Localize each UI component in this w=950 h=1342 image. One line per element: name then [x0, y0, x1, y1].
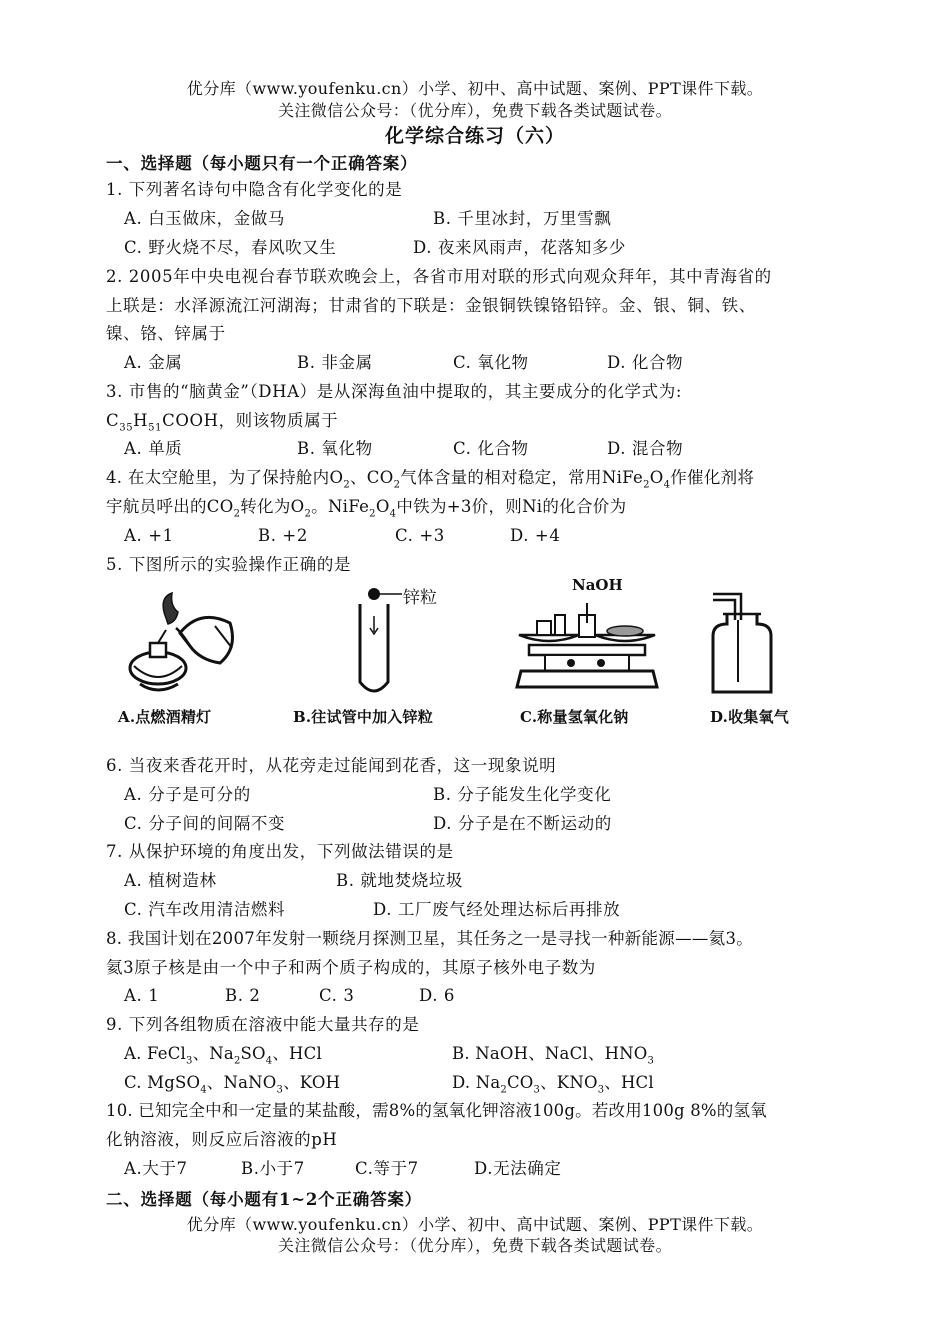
section-1-heading: 一、选择题（每小题只有一个正确答案）	[106, 154, 418, 173]
q2-option-b: B. 非金属	[297, 353, 373, 372]
sub: 2	[304, 508, 312, 520]
q1-option-d: D. 夜来风雨声，花落知多少	[413, 238, 627, 257]
q4-stem-1	[106, 467, 754, 496]
alcohol-lamp-figure	[120, 588, 250, 703]
q8-option-c: C. 3	[319, 986, 355, 1005]
q4-text-2o: O	[375, 497, 390, 516]
q5-caption-a: A.点燃酒精灯	[118, 708, 212, 726]
footer-line-1: 优分库（www.youfenku.cn）小学、初中、高中试题、案例、PPT课件下载。	[186, 1215, 764, 1234]
q10-option-c: C.等于7	[355, 1159, 419, 1178]
q4-text-2c: 。NiFe	[311, 497, 370, 516]
sub: 3	[186, 1055, 193, 1067]
q5-caption-c: C.称量氢氧化钠	[520, 708, 629, 726]
t: 、NaNO	[206, 1073, 277, 1092]
q4-text-2b: 转化为O	[240, 497, 305, 516]
q6-option-a: A. 分子是可分的	[124, 785, 251, 804]
q6-stem: 6. 当夜来香花开时，从花旁走过能闻到花香，这一现象说明	[106, 756, 557, 775]
q10-option-a: A.大于7	[124, 1159, 188, 1178]
balance-figure	[515, 595, 660, 695]
q8-option-d: D. 6	[419, 986, 456, 1005]
q4-option-b: B. +2	[258, 526, 308, 545]
t: 、Na	[192, 1044, 234, 1063]
q10-option-b: B.小于7	[241, 1159, 305, 1178]
q7-option-c: C. 汽车改用清洁燃料	[124, 900, 286, 919]
sub: 2	[643, 479, 650, 491]
t: CO	[506, 1073, 534, 1092]
q4-stem-2	[106, 496, 626, 525]
q5-stem: 5. 下图所示的实验操作正确的是	[106, 555, 352, 574]
q5-naoh-label: NaOH	[572, 576, 623, 594]
q4-text-1e: 作催化剂将	[670, 468, 755, 487]
q8-stem-1: 8. 我国计划在2007年发射一颗绕月探测卫星，其任务之一是寻找一种新能源——氦3。	[106, 929, 754, 948]
q8-option-b: B. 2	[225, 986, 261, 1005]
q6-option-b: B. 分子能发生化学变化	[433, 785, 612, 804]
sub: 2	[233, 508, 241, 520]
q2-option-c: C. 氧化物	[453, 353, 529, 372]
q3-stem-1: 3. 市售的“脑黄金”（DHA）是从深海鱼油中提取的，其主要成分的化学式为:	[106, 382, 683, 401]
sub: 2	[500, 1084, 507, 1096]
t: B. NaOH、NaCl、HNO	[452, 1044, 648, 1063]
q3-formula-c: C	[106, 411, 120, 430]
q1-option-a: A. 白玉做床，金做马	[124, 209, 286, 228]
q5-zinc-label: 锌粒	[403, 588, 437, 608]
q1-stem: 1. 下列著名诗句中隐含有化学变化的是	[106, 180, 403, 199]
q4-text-1b: 、CO	[350, 468, 394, 487]
t: 、KOH	[283, 1073, 341, 1092]
q4-text-1d: O	[649, 468, 664, 487]
q9-stem: 9. 下列各组物质在溶液中能大量共存的是	[106, 1015, 420, 1034]
sub: 4	[389, 508, 397, 520]
q10-stem-1: 10. 已知完全中和一定量的某盐酸，需8%的氢氧化钾溶液100g。若改用100g 8%的氢氧	[106, 1101, 767, 1120]
q1-option-b: B. 千里冰封，万里雪飘	[433, 209, 612, 228]
q6-option-d: D. 分子是在不断运动的	[433, 814, 612, 833]
q5-caption-b: B.往试管中加入锌粒	[293, 708, 433, 726]
t: D. Na	[452, 1073, 501, 1092]
q7-option-d: D. 工厂废气经处理达标后再排放	[373, 900, 621, 919]
q7-option-a: A. 植树造林	[124, 871, 217, 890]
q8-option-a: A. 1	[124, 986, 160, 1005]
q4-option-a: A. +1	[124, 526, 174, 545]
q4-text-1a: 4. 在太空舱里，为了保持舱内O	[106, 468, 344, 487]
q3-option-a: A. 单质	[124, 439, 183, 458]
test-tube-figure	[330, 582, 460, 702]
q4-text-2d: 中铁为+3价，则Ni的化合价为	[396, 497, 627, 516]
sub: 2	[343, 479, 350, 491]
t: 、HCl	[272, 1044, 322, 1063]
q9-option-a	[124, 1043, 322, 1072]
sub: 4	[265, 1055, 273, 1067]
q6-option-c: C. 分子间的间隔不变	[124, 814, 286, 833]
q10-option-d: D.无法确定	[474, 1159, 562, 1178]
q2-option-a: A. 金属	[124, 353, 183, 372]
q3-option-b: B. 氧化物	[297, 439, 373, 458]
t: A. FeCl	[124, 1044, 187, 1063]
sub: 3	[597, 1084, 605, 1096]
sub: 3	[647, 1055, 655, 1067]
q3-h-subscript: 51	[148, 422, 163, 434]
q2-stem-3: 镍、铬、锌属于	[106, 324, 226, 343]
q2-stem-2: 上联是：水泽源流江河湖海；甘肃省的下联是：金银铜铁镍铬铅锌。金、银、铜、铁、	[106, 296, 756, 315]
q3-formula-rest: COOH，则该物质属于	[162, 411, 339, 430]
q7-option-b: B. 就地焚烧垃圾	[336, 871, 464, 890]
footer-line-2: 关注微信公众号：（优分库），免费下载各类试题试卷。	[277, 1236, 672, 1255]
q9-option-c	[124, 1072, 340, 1101]
q10-stem-2: 化钠溶液，则反应后溶液的pH	[106, 1130, 338, 1149]
sub: 4	[200, 1084, 207, 1096]
header-line-1: 优分库（www.youfenku.cn）小学、初中、高中试题、案例、PPT课件下载。	[186, 79, 764, 98]
q3-formula-h: H	[133, 411, 149, 430]
q9-option-d	[452, 1072, 654, 1101]
q4-text-1c: 气体含量的相对稳定，常用NiFe	[400, 468, 644, 487]
q8-stem-2: 氦3原子核是由一个中子和两个质子构成的，其原子核外电子数为	[106, 958, 596, 977]
t: SO	[240, 1044, 266, 1063]
gas-bottle-figure	[705, 590, 785, 700]
q5-caption-d: D.收集氧气	[710, 708, 789, 726]
q2-stem-1: 2. 2005年中央电视台春节联欢晚会上，各省市用对联的形式向观众拜年，其中青海省的	[106, 267, 772, 286]
page-title: 化学综合练习（六）	[384, 125, 565, 147]
sub: 4	[663, 479, 671, 491]
t: C. MgSO	[124, 1073, 201, 1092]
q4-text-2a: 宇航员呼出的CO	[106, 497, 234, 516]
sub: 2	[393, 479, 401, 491]
t: 、KNO	[540, 1073, 598, 1092]
q3-option-c: C. 化合物	[453, 439, 529, 458]
t: 、HCl	[604, 1073, 654, 1092]
sub: 3	[276, 1084, 284, 1096]
q3-stem-2	[106, 410, 338, 439]
sub: 3	[533, 1084, 541, 1096]
q4-option-d: D. +4	[510, 526, 561, 545]
q2-option-d: D. 化合物	[607, 353, 684, 372]
q1-option-c: C. 野火烧不尽，春风吹又生	[124, 238, 337, 257]
sub: 2	[233, 1055, 241, 1067]
q3-option-d: D. 混合物	[607, 439, 684, 458]
q4-option-c: C. +3	[395, 526, 445, 545]
q7-stem: 7. 从保护环境的角度出发，下列做法错误的是	[106, 842, 454, 861]
section-2-heading: 二、选择题（每小题有1~2个正确答案）	[106, 1190, 422, 1209]
q3-c-subscript: 35	[119, 422, 134, 434]
q9-option-b	[452, 1043, 654, 1072]
sub: 2	[369, 508, 376, 520]
header-line-2: 关注微信公众号：（优分库），免费下载各类试题试卷。	[277, 101, 672, 120]
